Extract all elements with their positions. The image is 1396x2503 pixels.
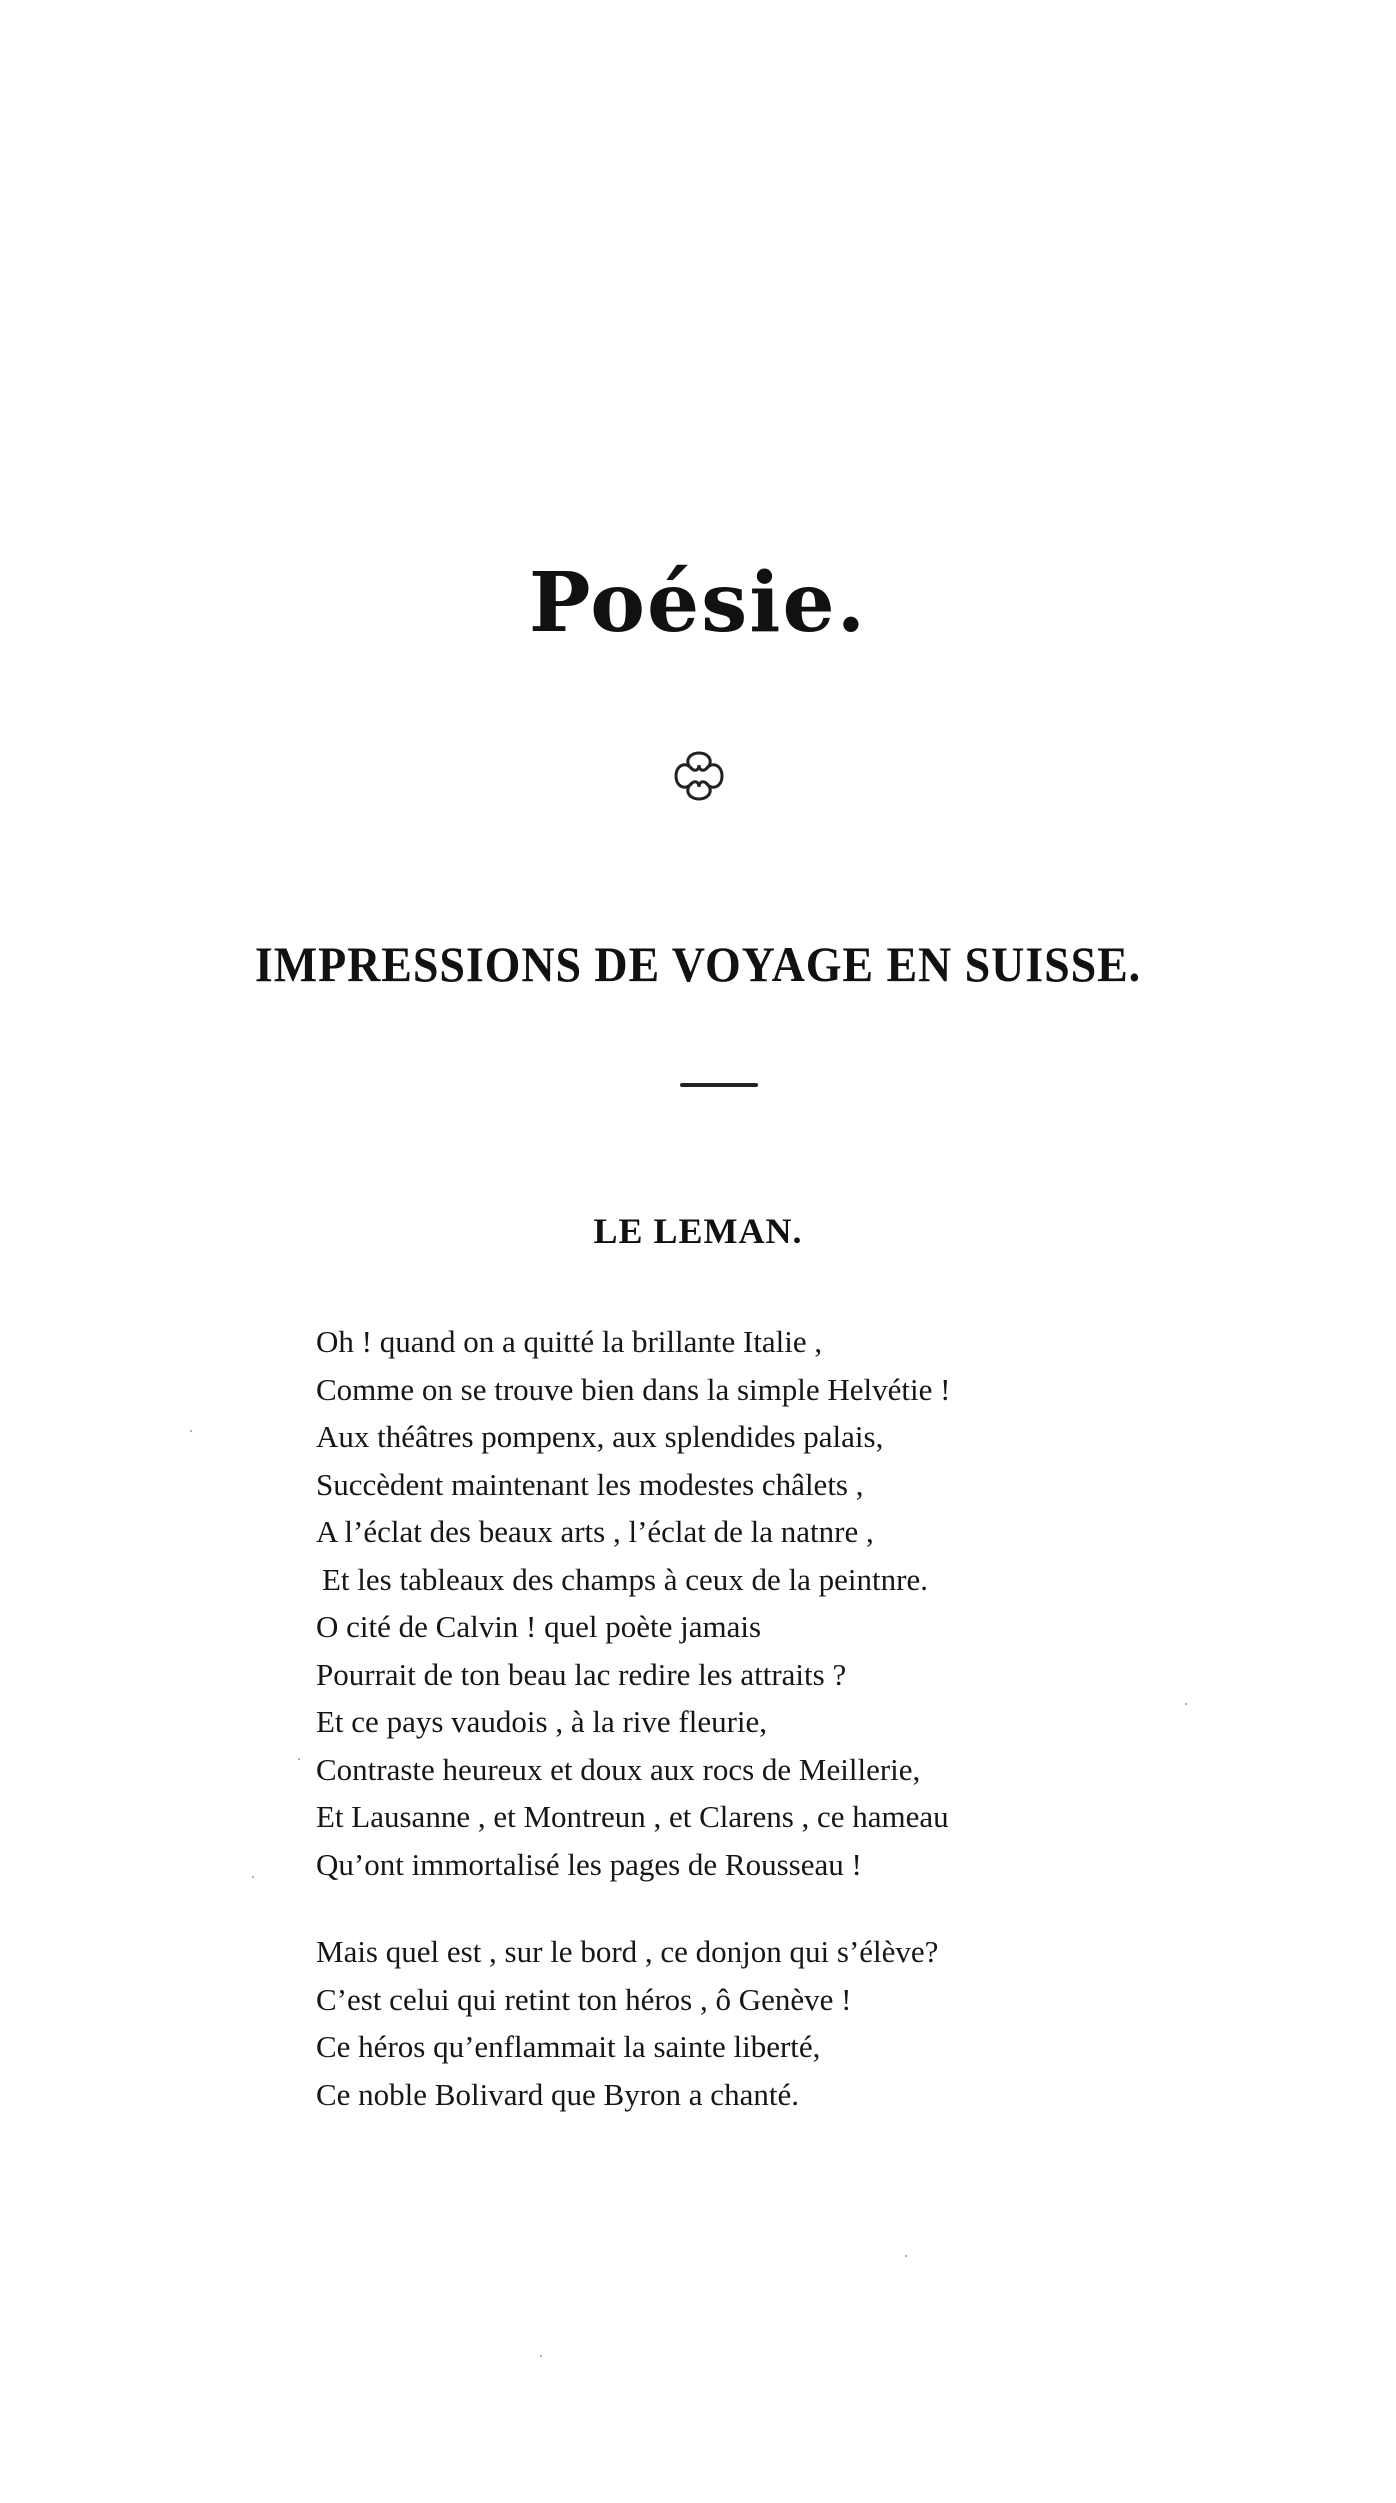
- section-title: Poésie.: [528, 555, 868, 651]
- verse-line: Aux théâtres pompenx, aux splendides palais,: [316, 1419, 884, 1454]
- verse-line: Pourrait de ton beau lac redire les attraits ?: [316, 1656, 847, 1692]
- stanza-2: [316, 1928, 1076, 2118]
- verse-line: Ce héros qu’enflammait la sainte liberté,: [316, 2029, 821, 2064]
- separator-rule: [680, 1083, 758, 1087]
- poem-title: LE LEMAN.: [593, 1211, 803, 1251]
- paper-speck: [905, 2255, 907, 2257]
- verse-line: Contraste heureux et doux aux rocs de Meillerie,: [316, 1751, 921, 1787]
- verse-line: O cité de Calvin ! quel poète jamais: [316, 1609, 762, 1644]
- fleuron-ornament-icon: [668, 745, 730, 807]
- verse-line: Ce noble Bolivard que Byron a chanté.: [316, 2076, 799, 2112]
- verse-line: Succèdent maintenant les modestes châlets ,: [316, 1466, 864, 1502]
- verse-line: Et ce pays vaudois , à la rive fleurie,: [316, 1704, 768, 1739]
- paper-speck: [540, 2355, 542, 2357]
- verse-line: Oh ! quand on a quitté la brillante Italie ,: [316, 1324, 823, 1359]
- paper-speck: [1185, 1703, 1187, 1705]
- verse-line: Et les tableaux des champs à ceux de la peintnre.: [322, 1561, 928, 1597]
- verse-line: Et Lausanne , et Montreun , et Clarens , ce hameau: [316, 1799, 949, 1834]
- verse-line: Comme on se trouve bien dans la simple Helvétie !: [316, 1371, 951, 1407]
- stanza-1: [316, 1318, 1076, 1888]
- verse-line: C’est celui qui retint ton héros , ô Genève !: [316, 1981, 852, 2017]
- verse-line: Qu’ont immortalisé les pages de Rousseau !: [316, 1846, 862, 1882]
- verse-line: A l’éclat des beaux arts , l’éclat de la natnre ,: [316, 1514, 874, 1549]
- paper-speck: [190, 1430, 192, 1432]
- paper-speck: [298, 1758, 300, 1760]
- paper-speck: [252, 1876, 254, 1878]
- verse-line: Mais quel est , sur le bord , ce donjon qui s’élève?: [316, 1934, 939, 1969]
- main-heading: IMPRESSIONS DE VOYAGE EN SUISSE.: [254, 936, 1142, 992]
